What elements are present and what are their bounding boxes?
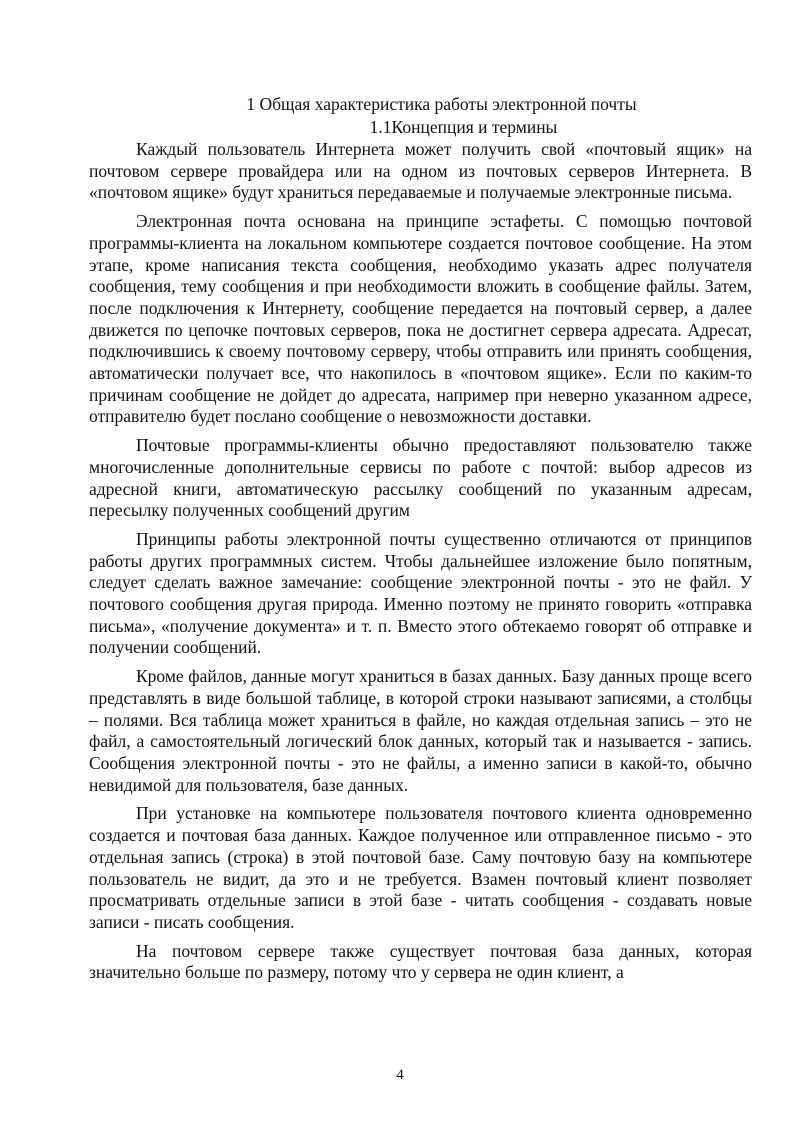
paragraph: При установке на компьютере пользователя почтового клиента одновременно создается и почтовая база данных. Каждое полученное или отправленное письмо - это отдельная запись (строка) в этой почтовой базе. Саму почтовую базу на компьютере пользователь не видит, да это и не требуется. Взамен почтовый клиент позволяет просматривать отдельные записи в этой базе - читать сообщения - создавать новые записи - писать сообщения. (89, 803, 752, 932)
subsection-heading: 1.1Концепция и термины (369, 117, 558, 137)
section-heading: 1 Общая характеристика работы электронной почты (246, 94, 637, 114)
page-number: 4 (396, 1067, 404, 1083)
page-content (89, 93, 752, 991)
paragraph: Электронная почта основана на принципе эстафеты. С помощью почтовой программы-клиента на локальном компьютере создается почтовое сообщение. На этом этапе, кроме написания текста сообщения, необходимо указать адрес получателя сообщения, тему сообщения и при необходимости вложить в сообщение файлы. Затем, после подключения к Интернету, сообщение передается на почтовый сервер, а далее движется по цепочке почтовых серверов, пока не достигнет сервера адресата. Адресат, подключившись к своему почтовому серверу, чтобы отправить или принять сообщения, автоматически получает все, что накопилось в «почтовом ящике». Если по каким-то причинам сообщение не дойдет до адресата, например при неверно указанном адресе, отправителю будет послано сообщение о невозможности доставки. (89, 211, 752, 427)
paragraph: Каждый пользователь Интернета может получить свой «почтовый ящик» на почтовом сервере провайдера или на одном из почтовых серверов Интернета. В «почтовом ящике» будут храниться передаваемые и получаемые электронные письма. (89, 139, 752, 203)
paragraph: На почтовом сервере также существует почтовая база данных, которая значительно больше по размеру, потому что у сервера не один клиент, а (89, 940, 752, 983)
paragraph: Принципы работы электронной почты существенно отличаются от принципов работы других программных систем. Чтобы дальнейшее изложение было попятным, следует сделать важное замечание: сообщение электронной почты - это не файл. У почтового сообщения другая природа. Именно поэтому не принято говорить «отправка письма», «получение документа» и т. п. Вместо этого обтекаемо говорят об отправке и получении сообщений. (89, 528, 752, 658)
paragraph: Кроме файлов, данные могут храниться в базах данных. Базу данных проще всего представлять в виде большой таблице, в которой строки называют записями, а столбцы – полями. Вся таблица может храниться в файле, но каждая отдельная запись – это не файл, а самостоятельный логический блок данных, который так и называется - запись. Сообщения электронной почты - это не файлы, а именно записи в какой-то, обычно невидимой для пользователя, базе данных. (89, 666, 752, 795)
paragraph: Почтовые программы-клиенты обычно предоставляют пользователю также многочисленные дополнительные сервисы по работе с почтой: выбор адресов из адресной книги, автоматическую рассылку сообщений по указанным адресам, пересылку полученных сообщений другим (89, 435, 752, 521)
